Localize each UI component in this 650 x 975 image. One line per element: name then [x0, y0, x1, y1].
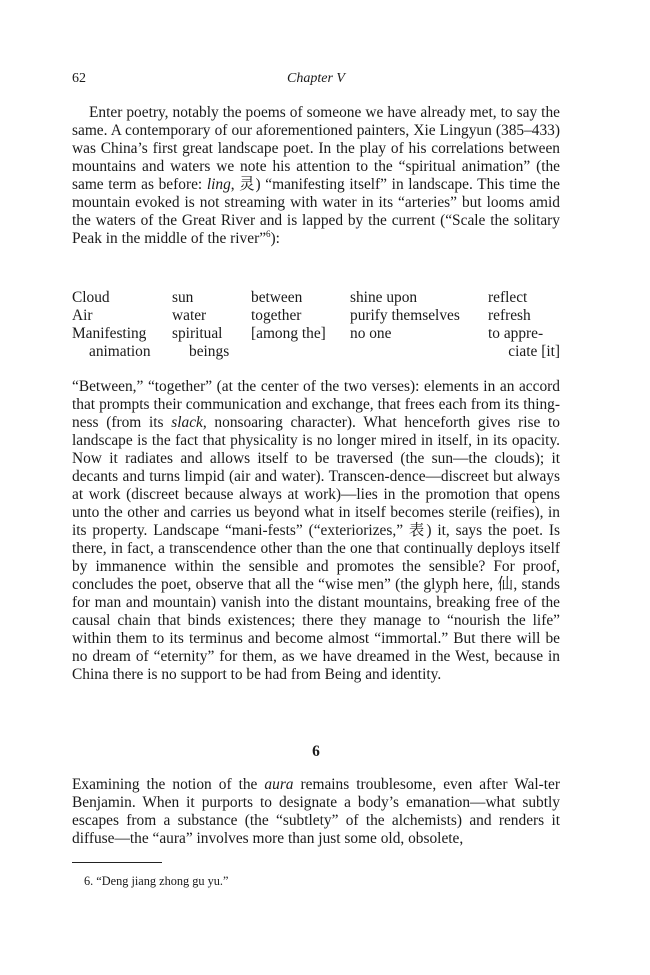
poem-word: to appre- [488, 325, 544, 342]
section-number: 6 [312, 743, 320, 760]
poem-word: Manifesting [72, 325, 147, 342]
paragraph-3-text-b: remains troublesome, even after Wal-ter Benjamin. When it purports to designate a body’s emanation—what subtly escapes from a substance (the “subtlety” of the alchemists) and renders it diffuse—the “aura” involves more than just some old, obsolete, [72, 776, 560, 847]
poem-word: spiritual [172, 325, 223, 342]
poem-translation-table [72, 289, 560, 361]
poem-word: between [251, 289, 303, 306]
term-slack: slack [171, 414, 203, 431]
poem-row [72, 289, 560, 307]
paragraph-2 [72, 378, 560, 684]
poem-word: together [251, 307, 302, 324]
footnote-reference: 6 [266, 228, 271, 239]
poem-row [72, 307, 560, 325]
poem-word: Air [72, 307, 93, 324]
paragraph-3 [72, 776, 560, 848]
paragraph-2-text-b: , nonsoaring character). What henceforth gives rise to landscape is the fact that physicality is no longer mired in itself, in its opacity. Now it radiates and allows itself to be traversed (the sun—the clouds); it decants and turns limpid (air and water). Transcen-dence—discreet but always at work (discreet because always at work)—lies in the promotion that opens unto the other and carries us beyond what in itself becomes sterile (reifies), in its property. Landscape “mani-fests” (“exteriorizes,” 表) it, says the poet. Is there, in fact, a transcendence other than the one that continually deploys itself by immanence within the sensible and promotes the sensible? For proof, concludes the poet, observe that all the “wise men” (the glyph here, 仙, stands for man and mountain) vanish into the distant mountains, breaking free of the causal chain that binds existences; there they manage to “nourish the life” within them to its terminus and become almost “immortal.” But there will be no dream of “eternity” for them, as we have dreamed in the West, because in China there is no support to be had from Being and identity. [72, 414, 560, 683]
poem-word: sun [172, 289, 194, 306]
page-number: 62 [72, 71, 86, 86]
footnote: 6. “Deng jiang zhong gu yu.” [84, 874, 229, 888]
paragraph-1-text-a: Enter poetry, notably the poems of someone we have already met, to say the same. A contemporary of our aforementioned painters, Xie Lingyun (385–433) was China’s first great landscape poet. In the play of his correlations between mountains and waters we note his attention to the “spiritual animation” (the same term as before: [72, 104, 560, 193]
term-ling: ling [206, 176, 231, 193]
poem-word: ciate [it] [508, 343, 560, 360]
poem-word: [among the] [251, 325, 326, 342]
poem-word: refresh [488, 307, 531, 324]
poem-word: beings [189, 343, 230, 360]
poem-word: no one [350, 325, 392, 342]
poem-word: animation [89, 343, 151, 360]
paragraph-1-text-c: ): [270, 230, 280, 247]
poem-word: shine upon [350, 289, 418, 306]
term-aura: aura [264, 776, 294, 793]
poem-word: Cloud [72, 289, 110, 306]
paragraph-1 [72, 104, 560, 248]
paragraph-3-text-a: Examining the notion of the [72, 776, 265, 793]
poem-word: water [172, 307, 207, 324]
poem-row [72, 325, 560, 343]
footnote-divider [72, 862, 162, 863]
poem-word: reflect [488, 289, 528, 306]
running-title: Chapter V [287, 71, 345, 86]
poem-word: purify themselves [350, 307, 460, 324]
poem-row [72, 343, 560, 361]
paragraph-1-text-b: , 灵) “manifesting itself” in landscape. This time the mountain evoked is not streaming with water in its “arteries” but looms amid the waters of the Great River and is lapped by the current (“Scale the solitary Peak in the middle of the river” [72, 176, 561, 247]
paragraph-2-text-a: “Between,” “together” (at the center of the two verses): elements in an accord that prompts their communication and exchange, that frees each from its thing-ness (from its [72, 378, 560, 431]
page-header [72, 71, 560, 91]
